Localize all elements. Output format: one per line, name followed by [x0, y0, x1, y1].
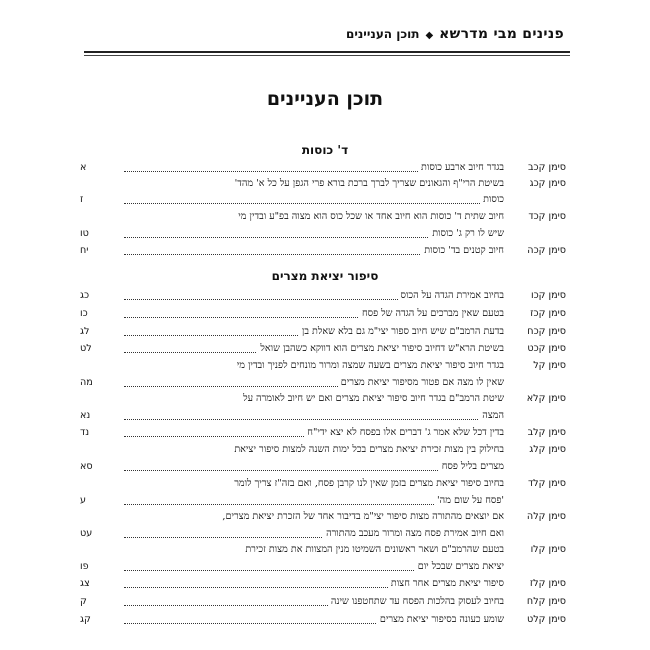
page-number: נד [80, 427, 90, 438]
entry-topic [124, 210, 504, 224]
entry-topic-text: בחיוב אמירת הגדה על הכוס [398, 290, 504, 301]
entry-topic [124, 477, 504, 491]
page-number: צג [80, 578, 90, 589]
siman-label: סימן קלב [527, 427, 566, 438]
entry-topic-text: בטעם שהרמב"ם ושאר ראשונים השמיטו מנין המצוות את מצות זכירת [242, 544, 504, 555]
book-title: פנינים מבי מדרשא [439, 26, 564, 42]
siman-label: סימן קלה [526, 511, 566, 522]
entry-topic [124, 494, 504, 508]
page-number: יח [80, 245, 89, 256]
entry-topic-text: בגדר חיוב ארבע כוסות [418, 162, 504, 173]
entry-topic-text: שיש לו רק ג' כוסות [429, 228, 504, 239]
toc-entry [80, 460, 566, 474]
page-number: ק [80, 596, 87, 607]
entry-topic-text: חיוב קטנים בד' כוסות [421, 245, 504, 256]
page-number: כו [80, 308, 88, 319]
siman-label: סימן קכט [527, 343, 566, 354]
entry-topic-text: שאין לו מצה אם פטור מסיפור יציאת מצרים [338, 377, 504, 388]
toc-entry [80, 359, 566, 373]
siman-label: סימן קלח [526, 596, 566, 607]
page-title: תוכן העניינים [266, 88, 384, 110]
page-number: סא [80, 461, 93, 472]
toc-entry [80, 577, 566, 591]
siman-label: סימן קכב [528, 162, 566, 173]
entry-topic-text: 'פסח על שום מה' [434, 495, 504, 506]
toc-entry [80, 342, 566, 356]
siman-label: סימן קלז [529, 578, 566, 589]
entry-topic [124, 527, 504, 541]
entry-topic [124, 443, 504, 457]
siman-label: סימן קלו [530, 544, 566, 555]
toc-entry [80, 193, 566, 207]
dot-leader [124, 419, 504, 420]
entry-topic [124, 392, 504, 406]
toc-entry [80, 477, 566, 491]
header-rule [84, 51, 570, 53]
entry-topic [124, 543, 504, 557]
entry-topic [124, 177, 504, 191]
toc-entry [80, 443, 566, 457]
entry-topic [124, 560, 504, 574]
entry-topic [124, 244, 504, 258]
toc-entry [80, 244, 566, 258]
entry-topic-text: בחיוב סיפור יציאת מצרים בזמן שאין לנו קרבן פסח, ואם בזה"ז צריך לומר [231, 478, 504, 489]
entry-topic-text: ואם חיוב אמירת פסח מצה ומרור מעכב מהתורה [323, 528, 504, 539]
dot-leader [124, 203, 504, 204]
toc-entry [80, 543, 566, 557]
siman-label: סימן קל [533, 360, 566, 371]
page-number: מה [80, 377, 93, 388]
entry-topic [124, 307, 504, 321]
entry-topic [124, 193, 504, 207]
entry-topic-text: חיוב שתית ד' כוסות הוא חיוב אחד או שכל כוס הוא מצוה בפ"ע ובדין מי [235, 211, 504, 222]
toc-entry [80, 227, 566, 241]
entry-topic-text: המצה [479, 410, 504, 421]
page-number: קג [80, 614, 91, 625]
toc-entry [80, 510, 566, 524]
toc-entry [80, 426, 566, 440]
entry-topic [124, 595, 504, 609]
header-rule-thin [84, 55, 570, 56]
running-section-title: תוכן העניינים [345, 27, 420, 41]
section-heading: ד' כוסות [301, 143, 349, 157]
entry-topic-text: סיפור יציאת מצרים אחר חצות [388, 578, 504, 589]
siman-label: סימן קלד [527, 478, 566, 489]
toc-entry [80, 307, 566, 321]
entry-topic [124, 376, 504, 390]
entry-topic [124, 289, 504, 303]
entry-topic-text: אם יוצאים מהתורה מצות סיפור יצי"מ בדיבור אחד של הזכרת יציאת מצרים, [219, 511, 504, 522]
page-number: ע [80, 495, 87, 506]
toc-entry [80, 613, 566, 627]
entry-topic [124, 460, 504, 474]
page-number: כג [80, 290, 90, 301]
siman-label: סימן קכד [528, 211, 566, 222]
entry-topic-text: בדעת הרמב"ם שיש חיוב ספור יצי"מ גם בלא שאלת בן [299, 326, 504, 337]
entry-topic-text: בחיוב לעסוק בהלכות הפסח עד שתחטפנו שינה [328, 596, 504, 607]
siman-label: סימן קכג [529, 178, 566, 189]
page-number: פו [80, 561, 89, 572]
toc-entry [80, 177, 566, 191]
page-number: לג [80, 326, 90, 337]
entry-topic-text: מצרים בליל פסח [439, 461, 504, 472]
entry-topic [124, 613, 504, 627]
entry-topic [124, 426, 504, 440]
entry-topic [124, 359, 504, 373]
siman-label: סימן קכח [527, 326, 566, 337]
entry-topic-text: בגדר חיוב סיפור יציאת מצרים בשעה שמצה ומרור מונחים לפניך ובדין מי [234, 360, 504, 371]
entry-topic [124, 342, 504, 356]
toc-entry [80, 595, 566, 609]
toc-entry [80, 560, 566, 574]
entry-topic-text: כוסות [480, 194, 504, 205]
toc-entry [80, 376, 566, 390]
toc-entry [80, 494, 566, 508]
entry-topic [124, 325, 504, 339]
page-number: נא [80, 410, 91, 421]
entry-topic [124, 510, 504, 524]
entry-topic-text: בשיטת הרא"ש דחיוב סיפור יציאת מצרים הוא דווקא כשהבן שואל [257, 343, 504, 354]
diamond-icon: ◆ [425, 30, 434, 41]
entry-topic [124, 227, 504, 241]
running-header [82, 26, 564, 42]
toc-entry [80, 161, 566, 175]
entry-topic [124, 161, 504, 175]
toc-entry [80, 210, 566, 224]
entry-topic-text: בטעם שאין מברכים על הגדה של פסח [359, 308, 504, 319]
siman-label: סימן קכו [530, 290, 566, 301]
entry-topic [124, 577, 504, 591]
toc-entry [80, 325, 566, 339]
page-number: עט [80, 528, 93, 539]
siman-label: סימן קלג [529, 444, 566, 455]
entry-topic-text: שומע כעונה בסיפור יציאת מצרים [377, 614, 504, 625]
entry-topic-text: בדין דכל שלא אמר ג' דברים אלו בפסח לא יצא ידי"ח [304, 427, 504, 438]
siman-label: סימן קלט [526, 614, 566, 625]
siman-label: סימן קכז [530, 308, 566, 319]
toc-entry [80, 409, 566, 423]
entry-topic-text: בשיטת הרי"ף והגאונים שצריך לברך ברכת בורא פרי הגפן על כל א' מהד' [232, 178, 504, 189]
page-number: לט [80, 343, 92, 354]
entry-topic [124, 409, 504, 423]
page-number: ז [80, 194, 84, 205]
toc-entry [80, 527, 566, 541]
toc-entry [80, 289, 566, 303]
section-heading: סיפור יציאת מצרים [271, 269, 379, 283]
page-number: טו [80, 228, 89, 239]
entry-topic-text: יציאת מצרים שבכל יום [415, 561, 504, 572]
toc-entry [80, 392, 566, 406]
siman-label: סימן קכה [527, 245, 566, 256]
entry-topic-text: בחילוק בין מצות זכירת יציאת מצרים בכל ימות השנה למצות סיפור יציאת [231, 444, 504, 455]
page-number: א [80, 162, 87, 173]
entry-topic-text: שיטת הרמב"ם בגדר חיוב סיפור יציאת מצרים ואם יש חיוב לאומרה על [240, 393, 504, 404]
siman-label: סימן קלא [526, 393, 566, 404]
